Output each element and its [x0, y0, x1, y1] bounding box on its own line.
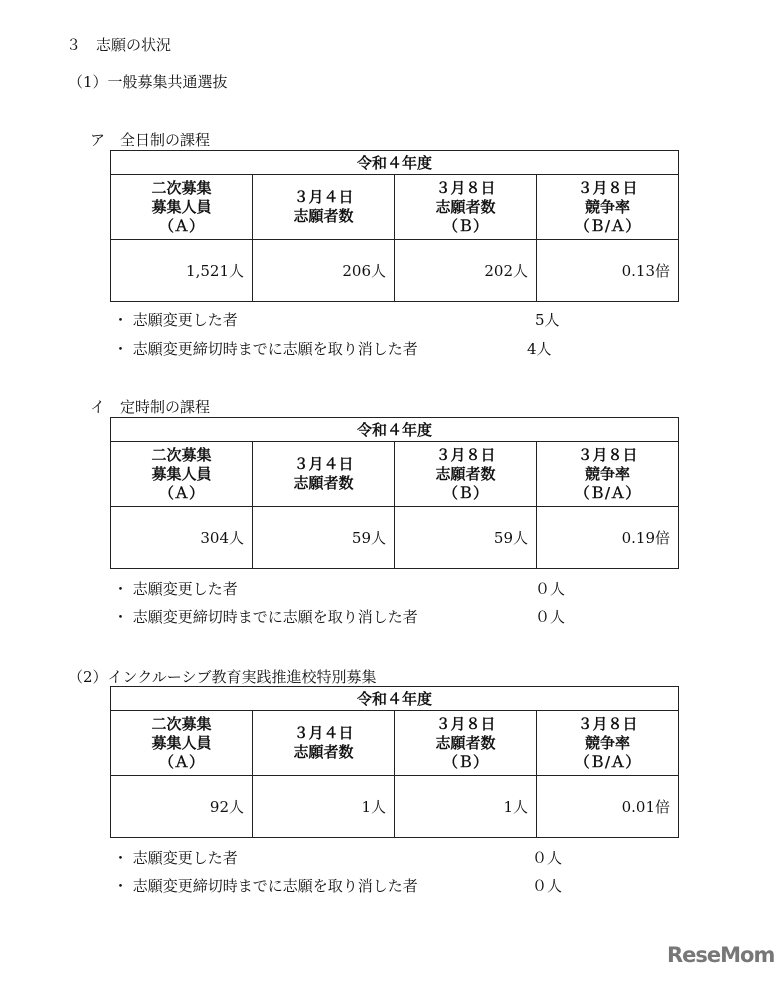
value-cell: 59人: [253, 507, 395, 569]
header-row: [111, 175, 679, 240]
value-cell: 0.19倍: [537, 507, 679, 569]
note-label: ・ 志願変更した者: [113, 580, 238, 598]
value-cell: 1人: [395, 776, 537, 838]
note-label: ・ 志願変更締切時までに志願を取り消した者: [113, 877, 418, 895]
table-title: 令和４年度: [111, 418, 679, 442]
title-row: [111, 151, 679, 175]
note-label: ・ 志願変更締切時までに志願を取り消した者: [113, 340, 418, 358]
value-row: [111, 240, 679, 302]
table-1-label: ア 全日制の課程: [90, 131, 211, 149]
column-header: ３月８日 志願者数 （Ｂ）: [395, 711, 537, 776]
value-cell: 0.01倍: [537, 776, 679, 838]
column-header: 二次募集 募集人員 （Ａ）: [111, 711, 253, 776]
column-header: ３月４日 志願者数: [253, 442, 395, 507]
data-table-2: [110, 417, 679, 569]
header-row: [111, 711, 679, 776]
note-value: 4人: [527, 340, 552, 358]
column-header: ３月８日 競争率 （Ｂ/Ａ）: [537, 442, 679, 507]
note-label: ・ 志願変更した者: [113, 849, 238, 867]
note-value: ０人: [535, 608, 566, 626]
value-row: [111, 776, 679, 838]
value-cell: 92人: [111, 776, 253, 838]
value-cell: 1人: [253, 776, 395, 838]
title-row: [111, 687, 679, 711]
column-header: ３月８日 競争率 （Ｂ/Ａ）: [537, 175, 679, 240]
value-cell: 304人: [111, 507, 253, 569]
value-cell: 1,521人: [111, 240, 253, 302]
note-label: ・ 志願変更した者: [113, 311, 238, 329]
header-row: [111, 442, 679, 507]
table-title: 令和４年度: [111, 151, 679, 175]
subsection-1-heading: （1）一般募集共通選抜: [68, 73, 228, 91]
note-value: ０人: [532, 877, 563, 895]
table-2-label: イ 定時制の課程: [90, 398, 211, 416]
column-header: ３月８日 志願者数 （Ｂ）: [395, 442, 537, 507]
data-table-3: [110, 686, 679, 838]
column-header: ３月８日 志願者数 （Ｂ）: [395, 175, 537, 240]
note-value: 5人: [535, 311, 560, 329]
column-header: ３月４日 志願者数: [253, 175, 395, 240]
note-value: ０人: [532, 849, 563, 867]
value-cell: 0.13倍: [537, 240, 679, 302]
note-value: ０人: [535, 580, 566, 598]
title-row: [111, 418, 679, 442]
note-label: ・ 志願変更締切時までに志願を取り消した者: [113, 608, 418, 626]
subsection-2-heading: （2）インクルーシブ教育実践推進校特別募集: [68, 668, 377, 686]
column-header: ３月８日 競争率 （Ｂ/Ａ）: [537, 711, 679, 776]
table-title: 令和４年度: [111, 687, 679, 711]
value-cell: 59人: [395, 507, 537, 569]
data-table-1: [110, 150, 679, 302]
value-cell: 206人: [253, 240, 395, 302]
column-header: ３月４日 志願者数: [253, 711, 395, 776]
column-header: 二次募集 募集人員 （Ａ）: [111, 442, 253, 507]
resemom-logo: ReseMom: [667, 943, 775, 967]
value-cell: 202人: [395, 240, 537, 302]
section-heading: ３ 志願の状況: [66, 36, 172, 54]
value-row: [111, 507, 679, 569]
column-header: 二次募集 募集人員 （Ａ）: [111, 175, 253, 240]
